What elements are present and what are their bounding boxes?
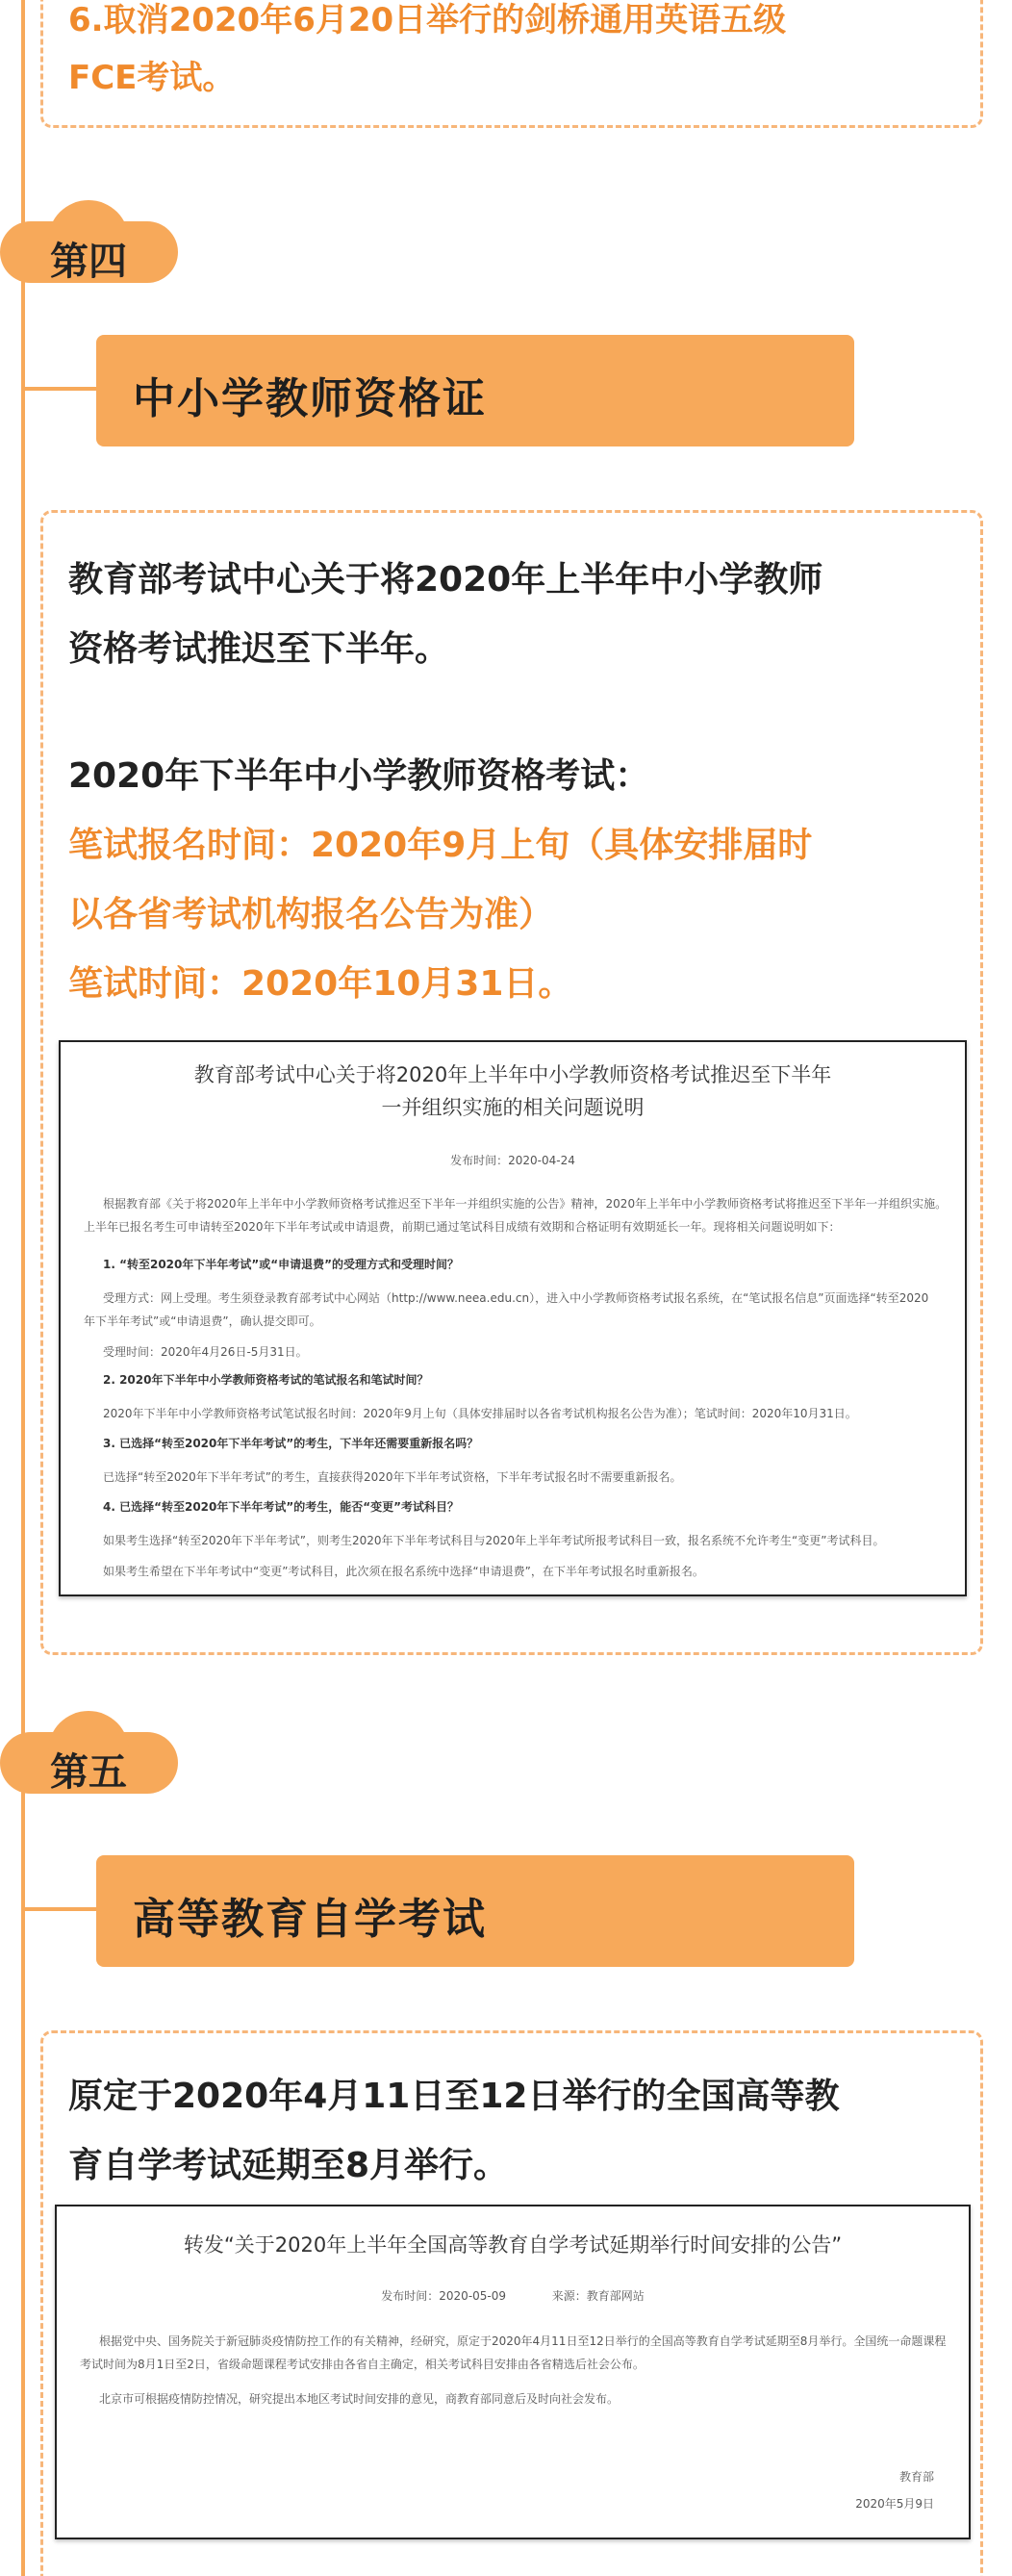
notice5-line3: 北京市可根据疫情防控情况，研究提出本地区考试时间安排的意见，商教育部同意后及时向社会发布。 — [99, 2392, 620, 2406]
section-5-number: 第五 — [50, 1750, 127, 1795]
notice-answer-1-3: 受理时间：2020年4月26日-5月31日。 — [103, 1345, 308, 1359]
self-study-exam-notice-image — [55, 2205, 971, 2539]
notice-answer-2: 2020年下半年中小学教师资格考试笔试报名时间：2020年9月上旬（具体安排届时以各省考试机构报名公告为准）；笔试时间：2020年10月31日。 — [103, 1407, 857, 1420]
notice-date: 发布时间：2020-04-24 — [450, 1154, 575, 1167]
notice-question-2: 2. 2020年下半年中小学教师资格考试的笔试报名和笔试时间？ — [103, 1373, 429, 1387]
notice-title-line2: 一并组织实施的相关问题说明 — [381, 1096, 645, 1119]
notice-question-3: 3. 已选择“转至2020年下半年考试”的考生，下半年还需要重新报名吗？ — [103, 1437, 479, 1450]
section-5-number-tab — [0, 1732, 178, 1794]
notice5-signature: 教育部 — [898, 2470, 934, 2484]
notice-intro-1: 根据教育部《关于将2020年上半年中小学教师资格考试推迟至下半年一并组织实施的公告》精神，2020年上半年中小学教师资格考试将推迟至下半年一并组织实施。 — [103, 1197, 948, 1211]
section-4-paragraph: 教育部考试中心关于将2020年上半年中小学教师 资格考试推迟至下半年。 — [68, 560, 823, 669]
notice5-title: 转发“关于2020年上半年全国高等教育自学考试延期举行时间安排的公告” — [183, 2233, 843, 2257]
section-5-paragraph: 原定于2020年4月11日至12日举行的全国高等教 育自学考试延期至8月举行。 — [68, 2077, 840, 2185]
notice-title-line1: 教育部考试中心关于将2020年上半年中小学教师资格考试推迟至下半年 — [193, 1063, 832, 1086]
notice-answer-3: 已选择“转至2020年下半年考试”的考生，直接获得2020年下半年考试资格，下半年考试报名时不需要重新报名。 — [103, 1470, 682, 1484]
notice-intro-2: 上半年已报名考生可申请转至2020年下半年考试或申请退费，前期已通过笔试科目成绩有效期和合格证明有效期延长一年。现将相关问题说明如下： — [84, 1220, 841, 1234]
section-5-title-bar — [96, 1855, 854, 1967]
notice-question-4: 4. 已选择“转至2020年下半年考试”的考生，能否“变更”考试科目？ — [103, 1500, 460, 1514]
notice5-date: 发布时间：2020-05-09 — [381, 2289, 507, 2303]
notice-answer-1-1: 受理方式：网上受理。考生须登录教育部考试中心网站（http://www.neea.edu.cn），进入中小学教师资格考试报名系统，在“笔试报名信息”页面选择“转至2020 — [103, 1291, 929, 1305]
notice-answer-4-2: 如果考生希望在下半年考试中“变更”考试科目，此次须在报名系统中选择“申请退费”，在下半年考试报名时重新报名。 — [103, 1565, 704, 1578]
notice5-source: 来源：教育部网站 — [551, 2289, 645, 2303]
section-4-registration-time: 笔试报名时间：2020年9月上旬（具体安排届时 以各省考试机构报名公告为准） — [68, 826, 813, 934]
section-4-exam-time: 笔试时间：2020年10月31日。 — [68, 964, 573, 1004]
notice-question-1: 1. “转至2020年下半年考试”或“申请退费”的受理方式和受理时间？ — [103, 1258, 460, 1271]
section-4-card — [40, 510, 983, 1655]
notice5-sign-date: 2020年5月9日 — [855, 2497, 934, 2511]
section-4-number-tab — [0, 221, 178, 283]
section-4-title-bar — [96, 335, 854, 446]
prev-section-text: 6.取消2020年6月20日举行的剑桥通用英语五级 FCE考试。 — [68, 1, 787, 97]
notice-answer-1-2: 年下半年考试”或“申请退费”，确认提交即可。 — [84, 1314, 321, 1328]
section-5-title: 高等教育自学考试 — [133, 1895, 487, 1944]
section-4-exam-heading: 2020年下半年中小学教师资格考试： — [68, 756, 650, 796]
section-4-connector — [21, 387, 98, 391]
notice5-line2: 考试时间为8月1日至2日，省级命题课程考试安排由各省自主确定，相关考试科目安排由各省精选后社会公布。 — [80, 2358, 645, 2371]
section-5-connector — [21, 1907, 98, 1911]
prev-section-card — [40, 0, 983, 128]
notice-answer-4-1: 如果考生选择“转至2020年下半年考试”，则考生2020年下半年考试科目与2020年上半年考试所报考试科目一致，报名系统不允许考生“变更”考试科目。 — [103, 1534, 885, 1547]
section-4-title: 中小学教师资格证 — [133, 374, 487, 423]
notice5-meta — [57, 2287, 969, 2304]
section-5-card — [40, 2030, 983, 2576]
notice5-line1: 根据党中央、国务院关于新冠肺炎疫情防控工作的有关精神，经研究，原定于2020年4月11日至12日举行的全国高等教育自学考试延期至8月举行。全国统一命题课程 — [99, 2334, 947, 2348]
teacher-exam-notice-image — [59, 1040, 967, 1596]
section-4-number: 第四 — [50, 240, 127, 284]
